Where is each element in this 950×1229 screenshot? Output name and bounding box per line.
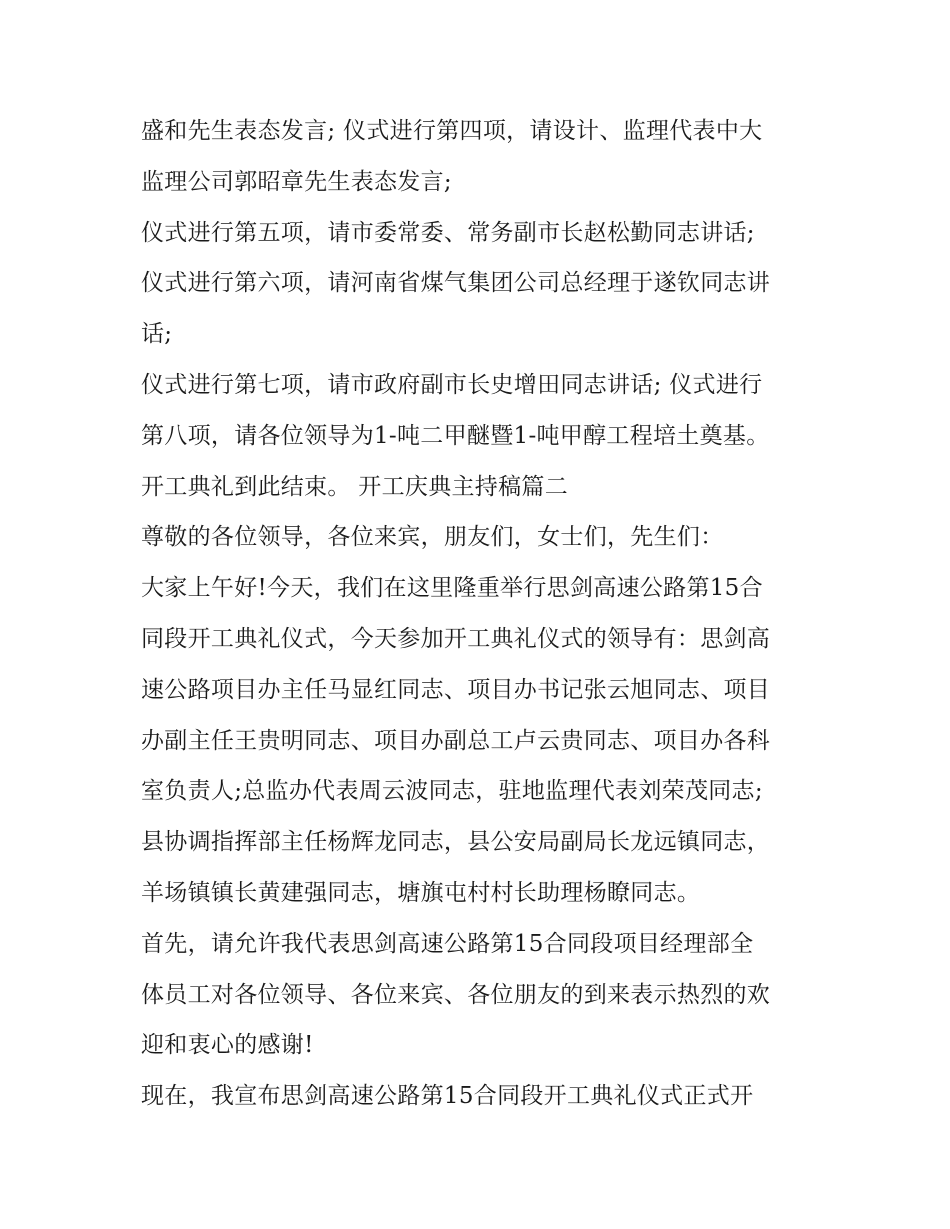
text-line: 速公路项目办主任马显红同志、项目办书记张云旭同志、项目	[141, 676, 771, 703]
text-line: 话;	[141, 321, 173, 348]
text-line: 同段开工典礼仪式，今天参加开工典礼仪式的领导有：思剑高	[141, 625, 771, 652]
text-line: 体员工对各位领导、各位来宾、各位朋友的到来表示热烈的欢	[141, 981, 771, 1008]
text-line: 大家上午好!今天，我们在这里隆重举行思剑高速公路第15合	[141, 575, 763, 602]
text-line: 盛和先生表态发言; 仪式进行第四项，请设计、监理代表中大	[141, 118, 763, 144]
text-line: 开工典礼到此结束。 开工庆典主持稿篇二	[141, 473, 569, 500]
text-line: 迎和衷心的感谢!	[141, 1032, 314, 1059]
text-line: 监理公司郭昭章先生表态发言;	[141, 168, 452, 195]
text-line: 羊场镇镇长黄建强同志，塘旗屯村村长助理杨瞭同志。	[141, 879, 701, 906]
text-line: 办副主任王贵明同志、项目办副总工卢云贵同志、项目办各科	[141, 727, 771, 754]
text-line: 首先，请允许我代表思剑高速公路第15合同段项目经理部全	[141, 930, 754, 957]
text-line: 仪式进行第六项，请河南省煤气集团公司总经理于遂钦同志讲	[141, 270, 771, 297]
text-line: 现在，我宣布思剑高速公路第15合同段开工典礼仪式正式开	[141, 1083, 754, 1110]
text-line: 仪式进行第五项，请市委常委、常务副市长赵松勤同志讲话;	[141, 219, 755, 246]
text-line: 尊敬的各位领导，各位来宾，朋友们，女士们，先生们：	[141, 524, 724, 551]
text-line: 县协调指挥部主任杨辉龙同志，县公安局副局长龙远镇同志，	[141, 829, 771, 856]
text-line: 室负责人;总监办代表周云波同志，驻地监理代表刘荣茂同志;	[141, 778, 763, 805]
text-line: 仪式进行第七项，请市政府副市长史增田同志讲话; 仪式进行	[141, 371, 763, 398]
document-text	[141, 106, 831, 1122]
text-line: 第八项，请各位领导为1-吨二甲醚暨1-吨甲醇工程培土奠基。	[141, 422, 770, 449]
